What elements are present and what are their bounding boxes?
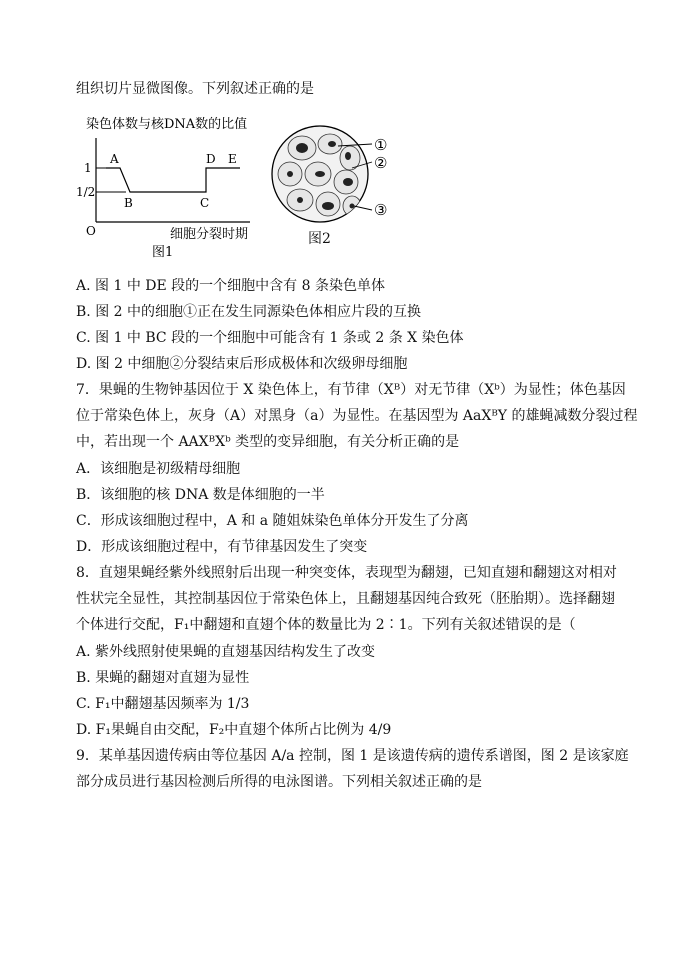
q6-option-d: D. 图 2 中细胞②分裂结束后形成极体和次级卵母细胞: [76, 356, 408, 372]
chromatin-5: [315, 171, 325, 177]
nucleus-7: [297, 197, 303, 203]
marker-3: ③: [374, 201, 388, 219]
figure1-xlabel: 细胞分裂时期: [170, 227, 249, 242]
y-tick-1: 1: [84, 161, 92, 175]
figure1-caption: 图1: [152, 245, 174, 260]
point-e: E: [228, 152, 237, 166]
chromatin-2: [328, 141, 336, 147]
point-a: A: [110, 152, 119, 166]
figure1-ylabel: 染色体数与核DNA数的比值: [86, 117, 248, 132]
origin-label: O: [86, 224, 96, 238]
q7-option-d: D．形成该细胞过程中，有节律基因发生了突变: [76, 539, 368, 555]
q8-option-b: B. 果蝇的翻翅对直翅为显性: [76, 670, 250, 686]
y-tick-half: 1/2: [76, 185, 96, 199]
q8-option-c: C. F₁中翻翅基因频率为 1/3: [76, 696, 250, 712]
chromatin-8: [322, 202, 334, 210]
q8-option-a: A. 紫外线照射使果蝇的直翅基因结构发生了改变: [76, 644, 376, 660]
point-b: B: [124, 196, 133, 210]
ratio-curve: [106, 168, 240, 192]
q6-option-a: A. 图 1 中 DE 段的一个细胞中含有 8 条染色单体: [76, 278, 385, 294]
figure1-graph: [78, 110, 268, 260]
nucleus-4: [287, 171, 293, 177]
q8-option-d: D. F₁果蝇自由交配，F₂中直翅个体所占比例为 4/9: [76, 722, 392, 738]
q7-option-b: B．该细胞的核 DNA 数是体细胞的一半: [76, 487, 325, 503]
point-c: C: [200, 196, 210, 210]
q8-stem-line-2: 性状完全显性，其控制基因位于常染色体上，且翻翅基因纯合致死（胚胎期）。选择翻翅: [76, 591, 615, 607]
q9-stem-line-2: 部分成员进行基因检测后所得的电泳图谱。下列相关叙述正确的是: [76, 774, 482, 790]
marker-2: ②: [374, 154, 388, 172]
q7-option-a: A．该细胞是初级精母细胞: [76, 461, 241, 477]
chromatin-3: [345, 152, 351, 160]
chromatin-1: [296, 143, 308, 153]
q8-stem-line-3: 个体进行交配，F₁中翻翅和直翅个体的数量比为 2∶1。下列有关叙述错误的是（: [76, 617, 576, 633]
chromatin-6: [343, 178, 353, 186]
q7-stem-line-3: 中，若出现一个 AAXᴮXᵇ 类型的变异细胞，有关分析正确的是: [76, 434, 460, 450]
q9-stem-line-1: 9．某单基因遗传病由等位基因 A/a 控制，图 1 是该遗传病的遗传系谱图，图 2 是该家庭: [76, 748, 629, 764]
q6-option-b: B. 图 2 中的细胞①正在发生同源染色体相应片段的互换: [76, 304, 421, 320]
figure2-caption: 图2: [308, 231, 331, 247]
q6-option-c: C. 图 1 中 BC 段的一个细胞中可能含有 1 条或 2 条 X 染色体: [76, 330, 464, 346]
marker-1: ①: [374, 136, 388, 154]
figure2-micrograph: [268, 122, 398, 246]
nucleus-9: [350, 204, 355, 209]
leader-3: [354, 206, 372, 210]
q7-stem-line-1: 7．果蝇的生物钟基因位于 X 染色体上，有节律（Xᴮ）对无节律（Xᵇ）为显性；体色基因: [76, 382, 626, 398]
point-d: D: [206, 152, 216, 166]
intro-line: 组织切片显微图像。下列叙述正确的是: [76, 81, 314, 97]
q7-stem-line-2: 位于常染色体上，灰身（A）对黑身（a）为显性。在基因型为 AaXᴮY 的雄蝇减数分裂过程: [76, 408, 638, 424]
q7-option-c: C．形成该细胞过程中，A 和 a 随姐妹染色单体分开发生了分离: [76, 513, 469, 529]
q8-stem-line-1: 8．直翅果蝇经紫外线照射后出现一种突变体，表现型为翻翅，已知直翅和翻翅这对相对: [76, 565, 617, 581]
